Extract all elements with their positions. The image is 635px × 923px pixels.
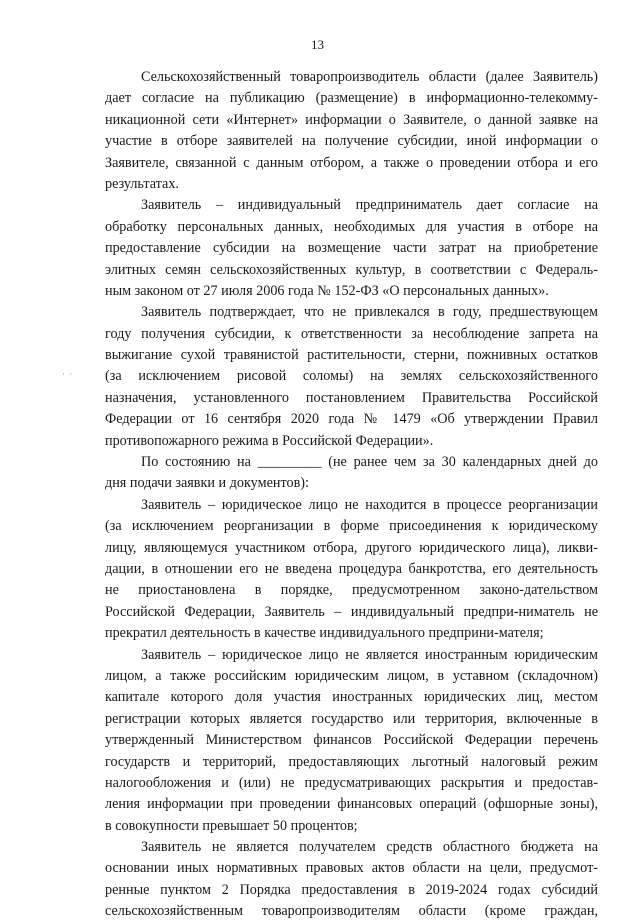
text-line: Заявителе, связанной с данным отбором, а также о проведении отбора и его: [105, 154, 598, 171]
text-line: сельскохозяйственным товаропроизводителям области (кроме граждан,: [105, 903, 598, 920]
text-line: результатах.: [105, 175, 179, 192]
text-line: По состоянию на _________ (не ранее чем за 30 календарных дней до: [141, 454, 598, 471]
text-line: утвержденный Министерством финансов Российской Федерации перечень: [105, 732, 598, 749]
text-line: не приостановлена в порядке, предусмотренном законо-дательством: [105, 582, 598, 599]
text-line: ренные пунктом 2 Порядка предоставления в 2019-2024 годах субсидий: [105, 881, 598, 898]
text-line: участие в отборе заявителей на получение субсидии, иной информации о: [105, 133, 598, 150]
text-line: ным законом от 27 июля 2006 года № 152-ФЗ «О персональных данных».: [105, 282, 549, 299]
text-line: Заявитель подтверждает, что не привлекался в году, предшествующем: [141, 304, 598, 321]
text-line: регистрации которых является государство или территория, включенные в: [105, 710, 598, 727]
text-line: лицом, а также российским юридическим лицом, в уставном (складочном): [105, 667, 598, 684]
text-line: Заявитель – индивидуальный предприниматель дает согласие на: [141, 197, 598, 214]
text-line: Федерации от 16 сентября 2020 года № 1479 «Об утверждении Правил: [105, 411, 598, 428]
text-line: Заявитель – юридическое лицо не является иностранным юридическим: [141, 646, 598, 663]
paragraph: [105, 302, 598, 452]
text-line: лицу, являющемуся участником отбора, другого юридического лица), ликви-: [105, 539, 598, 556]
paragraph: [105, 195, 598, 302]
text-line: государств и территорий, предоставляющих льготный налоговый режим: [105, 753, 598, 770]
text-line: основании иных нормативных правовых актов области на цели, предусмот-: [105, 860, 598, 877]
text-line: предоставление субсидии на возмещение части затрат на приобретение: [105, 240, 598, 257]
text-line: Заявитель не является получателем средств областного бюджета на: [141, 839, 598, 856]
paragraph: [105, 645, 598, 838]
text-line: никационной сети «Интернет» информации о Заявителе, о данной заявке на: [105, 111, 598, 128]
text-line: прекратил деятельность в качестве индивидуального предприни-мателя;: [105, 625, 544, 642]
text-line: налогообложения и (или) не предусматривающих раскрытия и предостав-: [105, 774, 598, 791]
text-line: противопожарного режима в Российской Федерации».: [105, 432, 434, 449]
paragraph: [105, 837, 598, 923]
text-line: элитных семян сельскохозяйственных культур, в соответствии с Федераль-: [105, 261, 598, 278]
paragraph: [105, 67, 598, 195]
text-line: Заявитель – юридическое лицо не находится в процессе реорганизации: [141, 496, 598, 513]
text-line: дации, в отношении его не введена процедура банкротства, его деятельность: [105, 560, 598, 577]
text-line: выжигание сухой травянистой растительности, стерни, пожнивных остатков: [105, 347, 598, 364]
page-number: 13: [311, 37, 324, 52]
document-body: [105, 67, 598, 923]
text-line: ления информации при проведении финансовых операций (офшорные зоны),: [105, 796, 598, 813]
margin-mark: · ·: [62, 369, 74, 379]
text-line: капитале которого доля участия иностранных юридических лиц, местом: [105, 689, 598, 706]
text-line: году получения субсидии, к ответственности за несоблюдение запрета на: [105, 325, 598, 342]
text-line: назначения, установленного постановлением Правительства Российской: [105, 389, 598, 406]
text-line: обработку персональных данных, необходимых для участия в отборе на: [105, 218, 598, 235]
text-line: (за исключением реорганизации в форме присоединения к юридическому: [105, 518, 598, 535]
text-line: в совокупности превышает 50 процентов;: [105, 817, 358, 834]
text-line: дает согласие на публикацию (размещение) в информационно-телекомму-: [105, 90, 598, 107]
text-line: Российской Федерации, Заявитель – индивидуальный предпри-ниматель не: [105, 603, 598, 620]
text-line: Сельскохозяйственный товаропроизводитель области (далее Заявитель): [141, 69, 598, 85]
text-line: (за исключением рисовой соломы) на землях сельскохозяйственного: [105, 368, 598, 385]
paragraph: [105, 495, 598, 645]
text-line: дня подачи заявки и документов):: [105, 475, 309, 492]
paragraph: [105, 452, 598, 495]
